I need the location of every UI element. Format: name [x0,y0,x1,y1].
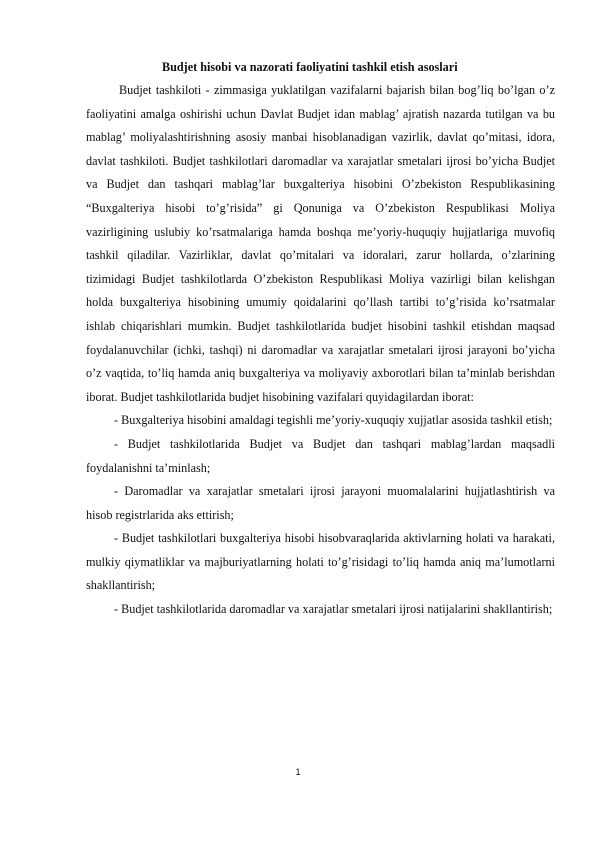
document-title: Budjet hisobi va nazorati faoliyatini tashkil etish asoslari [162,60,458,74]
list-item-paragraph: - Daromadlar va xarajatlar smetalari ijrosi jarayoni muomalalarini hujjatlashtirish va hisob registrlarida aks ettirish; [86,484,555,522]
intro-paragraph: Budjet tashkiloti - zimmasiga yuklatilgan vazifalarni bajarish bilan bog’liq bo’lgan o’z faoliyatini amalga oshirishi uchun Davlat Budjet idan mablag’ ajratish nazarda tutilgan va bu mablag’ moliyalashtirishning asosiy manbai hisoblanadigan vazirlik, davlat qo’mitasi, idora, davlat tashkiloti. Budjet tashkilotlari daromadlar va xarajatlar smetalari ijrosi bo’yicha Budjet va Budjet dan tashqari mablag’lar buxgalteriya hisobini O’zbekiston Respublikasining “Buxgalteriya hisobi to’g’risida” gi Qonuniga va O’zbekiston Respublikasi Moliya vazirligining uslubiy ko’rsatmalariga hamda boshqa me’yoriy-huquqiy hujjatlariga muvofiq tashkil qiladilar. Vazirliklar, davlat qo’mitalari va idoralari, zarur hollarda, o’zlarining tizimidagi Budjet tashkilotlarda O’zbekiston Respublikasi Moliya vazirligi bilan kelishgan holda buxgalteriya hisobining umumiy qoidalarini qo’llash tartibi to’g’risida ko’rsatmalar ishlab chiqarishlari mumkin. Budjet tashkilotlarida budjet hisobini tashkil etishdan maqsad foydalanuvchilar (ichki, tashqi) ni daromadlar va xarajatlar smetalari ijrosi jarayoni bo’yicha o’z vaqtida, to’liq hamda aniq buxgalteriya va moliyaviy axborotlari bilan ta’minlab berishdan iborat. Budjet tashkilotlarida budjet hisobining vazifalari quyidagilardan iborat: [86,83,555,404]
list-item-paragraph: - Budjet tashkilotlarida daromadlar va xarajatlar smetalari ijrosi natijalarini shakllantirish; [114,602,553,617]
page-number: 1 [295,767,301,777]
list-item-paragraph: - Budjet tashkilotlarida Budjet va Budjet dan tashqari mablag’lardan maqsadli foydalanishni ta’minlash; [86,436,555,475]
list-item-paragraph: - Budjet tashkilotlari buxgalteriya hisobi hisobvaraqlarida aktivlarning holati va harakati, mulkiy qiymatliklar va majburiyatlarning holati to’g’risidagi to’liq hamda aniq ma’lumotlarni shakllantirish; [86,531,555,593]
document-page [86,58,555,622]
list-item-paragraph: - Buxgalteriya hisobini amaldagi tegishli me’yoriy-xuquqiy xujjatlar asosida tashkil etish; [114,413,553,428]
